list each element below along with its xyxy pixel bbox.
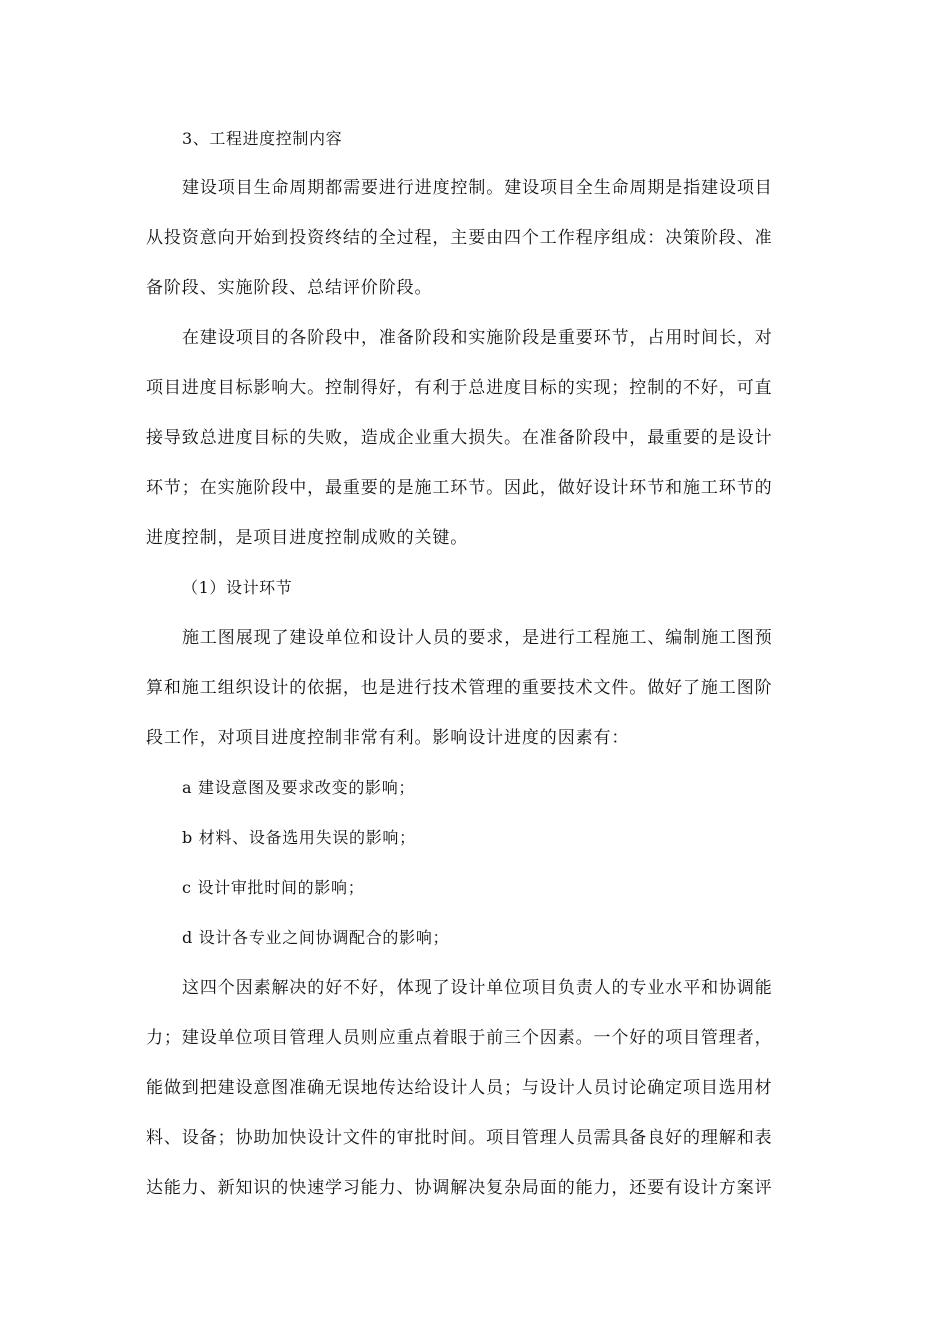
paragraph-line: 料、设备；协助加快设计文件的审批时间。项目管理人员需具备良好的理解和表 (146, 1128, 773, 1148)
paragraph-line: 达能力、新知识的快速学习能力、协调解决复杂局面的能力，还要有设计方案评 (146, 1178, 773, 1198)
paragraph-line: 能做到把建设意图准确无误地传达给设计人员；与设计人员讨论确定项目选用材 (146, 1078, 773, 1098)
paragraph-line: 进度控制，是项目进度控制成败的关键。 (146, 528, 469, 548)
paragraph-line: 算和施工组织设计的依据，也是进行技术管理的重要技术文件。做好了施工图阶 (146, 678, 773, 698)
list-item: b 材料、设备选用失误的影响； (182, 828, 416, 847)
paragraph-line: 接导致总进度目标的失败，造成企业重大损失。在准备阶段中，最重要的是设计 (146, 428, 773, 448)
paragraph-line: 力；建设单位项目管理人员则应重点着眼于前三个因素。一个好的项目管理者， (146, 1028, 773, 1048)
paragraph-line: 段工作，对项目进度控制非常有利。影响设计进度的因素有： (146, 728, 630, 748)
paragraph-line: 备阶段、实施阶段、总结评价阶段。 (146, 278, 433, 298)
paragraph-line: 建设项目生命周期都需要进行进度控制。建设项目全生命周期是指建设项目 (182, 178, 773, 198)
paragraph-line: 从投资意向开始到投资终结的全过程，主要由四个工作程序组成：决策阶段、准 (146, 228, 773, 248)
paragraph-line: 项目进度目标影响大。控制得好，有利于总进度目标的实现；控制的不好，可直 (146, 378, 773, 398)
subsection-heading: （1）设计环节 (182, 578, 293, 597)
paragraph-line: 环节；在实施阶段中，最重要的是施工环节。因此，做好设计环节和施工环节的 (146, 478, 773, 498)
paragraph-line: 这四个因素解决的好不好，体现了设计单位项目负责人的专业水平和协调能 (182, 978, 773, 998)
paragraph-line: 施工图展现了建设单位和设计人员的要求，是进行工程施工、编制施工图预 (182, 628, 773, 648)
paragraph-line: 在建设项目的各阶段中，准备阶段和实施阶段是重要环节，占用时间长，对 (182, 328, 773, 348)
list-item: d 设计各专业之间协调配合的影响； (182, 928, 450, 947)
list-item: c 设计审批时间的影响； (182, 878, 365, 897)
section-heading: 3、工程进度控制内容 (182, 129, 343, 148)
list-item: a 建设意图及要求改变的影响； (182, 778, 416, 797)
